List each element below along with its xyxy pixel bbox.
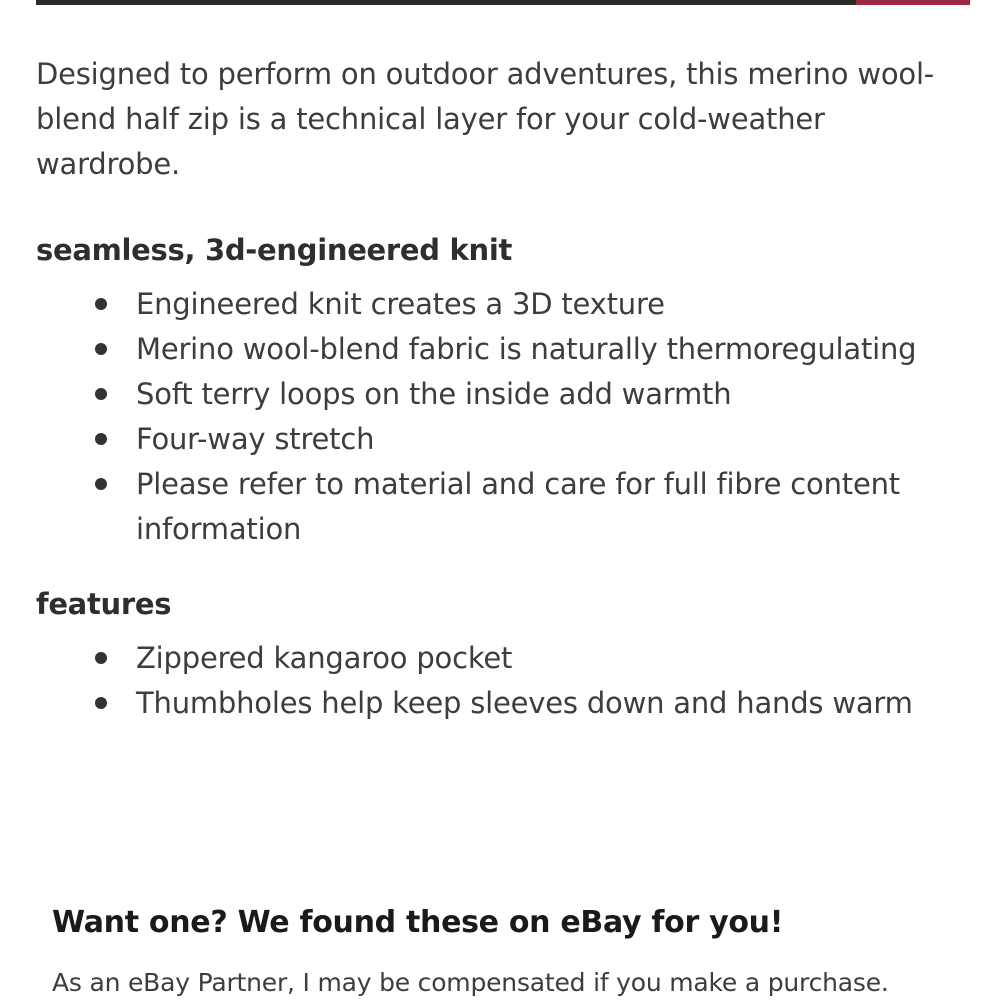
ebay-section-title: Want one? We found these on eBay for you! <box>52 905 784 940</box>
list-item <box>36 327 956 372</box>
section-heading-features: features <box>36 587 172 621</box>
list-item <box>36 462 956 552</box>
ebay-recommendations <box>52 895 982 1001</box>
list-item-text: Thumbholes help keep sleeves down and hands warm <box>136 686 913 720</box>
list-item-text: Soft terry loops on the inside add warmth <box>136 377 732 411</box>
bullet-icon <box>95 697 107 709</box>
section-heading-knit: seamless, 3d-engineered knit <box>36 233 513 267</box>
list-item <box>36 372 956 417</box>
bullet-icon <box>95 433 107 445</box>
list-item-text: Engineered knit creates a 3D texture <box>136 287 665 321</box>
list-item <box>36 681 956 726</box>
list-item-text: Four-way stretch <box>136 422 375 456</box>
product-description-section <box>36 52 956 726</box>
list-item <box>36 282 956 327</box>
list-item <box>36 417 956 462</box>
bullet-icon <box>95 388 107 400</box>
bullet-icon <box>95 343 107 355</box>
features-bullet-list <box>36 636 956 726</box>
list-item-text: Merino wool-blend fabric is naturally thermoregulating <box>136 332 917 366</box>
bullet-icon <box>95 298 107 310</box>
ebay-partner-disclaimer: As an eBay Partner, I may be compensated if you make a purchase. <box>52 968 889 997</box>
list-item-text: Zippered kangaroo pocket <box>136 641 513 675</box>
knit-bullet-list <box>36 282 956 552</box>
top-bar-dark-segment <box>36 0 856 5</box>
bullet-icon <box>95 652 107 664</box>
product-description: Designed to perform on outdoor adventures, this merino wool-blend half zip is a technical layer for your cold-weather wardrobe. <box>36 57 935 181</box>
top-bar-accent-segment <box>856 0 970 5</box>
list-item-text: Please refer to material and care for full fibre content information <box>136 467 900 546</box>
list-item <box>36 636 956 681</box>
top-progress-bar <box>36 0 970 5</box>
bullet-icon <box>95 478 107 490</box>
